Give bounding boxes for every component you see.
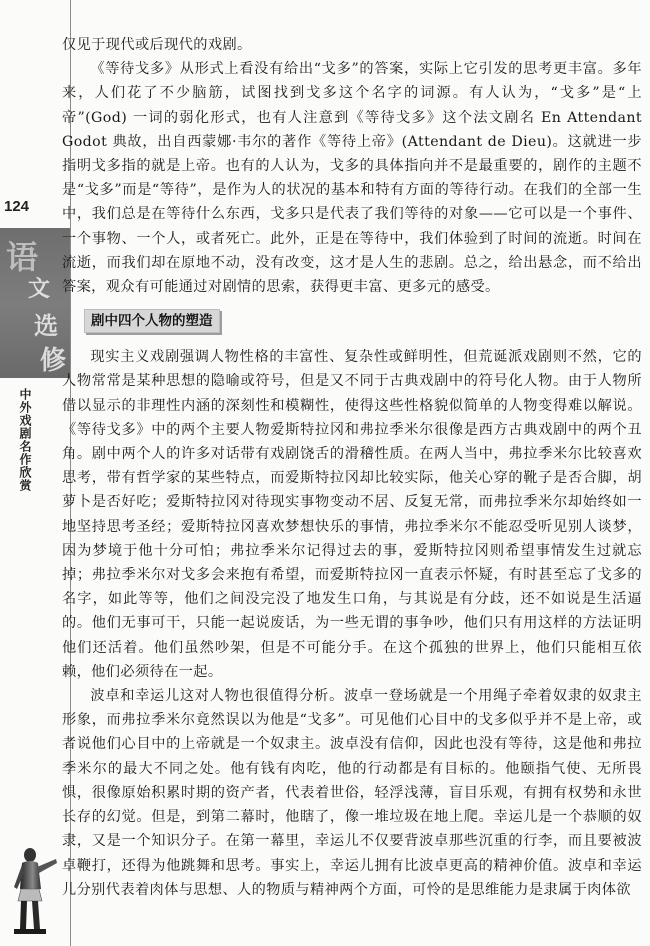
sidebar-char: 语 bbox=[6, 238, 39, 276]
sidebar-char: 修 bbox=[40, 346, 67, 376]
sidebar-book-title: 中外戏剧名作欣赏 bbox=[18, 388, 32, 492]
sidebar-char: 选 bbox=[34, 311, 58, 340]
article-body bbox=[62, 33, 642, 902]
paragraph: 仅见于现代或后现代的戏剧。 bbox=[62, 37, 252, 53]
paragraph: 现实主义戏剧强调人物性格的丰富性、复杂性或鲜明性，但荒诞派戏剧则不然，它的人物常常是某种思想的隐喻或符号，但是又不同于古典戏剧中的符号化人物。由于人物所借以显示的非理性内涵的深刻性和模糊性，使得这些性格貌似简单的人物变得难以解说。《等待戈多》中的两个主要人物爱斯特拉冈和弗拉季米尔很像是西方古典戏剧中的两个丑角。剧中两个人的许多对话带有戏剧饶舌的滑稽性质。在两人当中，弗拉季米尔比较喜欢思考，带有哲学家的某些特点，而爱斯特拉冈却比较实际，他关心穿的靴子是否合脚，胡萝卜是否好吃；爱斯特拉冈对待现实事物变动不居、反复无常，而弗拉季米尔却始终如一地坚持思考圣经；爱斯特拉冈喜欢梦想快乐的事情，弗拉季米尔不能忍受听见别人谈梦，因为梦境于他十分可怕；弗拉季米尔记得过去的事，爱斯特拉冈则希望事情发生过就忘掉；弗拉季米尔对戈多会来抱有希望，而爱斯特拉冈一直表示怀疑，有时甚至忘了戈多的名字，如此等等，他们之间没完没了地发生口角，与其说是有分歧，还不如说是生活逼的。他们无事可干，只能一起说废话，为一些无谓的事争吵，他们只有用这样的方法证明他们还活着。他们虽然吵架，但是不可能分手。在这个孤独的世界上，他们只能相互依赖，他们必须待在一起。 bbox=[62, 349, 642, 680]
section-heading-container bbox=[62, 299, 642, 345]
paragraph: 波卓和幸运儿这对人物也很值得分析。波卓一登场就是一个用绳子牵着奴隶的奴隶主形象，而弗拉季米尔竟然误以为他是“戈多”。可见他们心目中的戈多似乎并不是上帝，或者说他们心目中的上帝就是一个奴隶主。波卓没有信仰，因此也没有等待，这是他和弗拉季米尔的最大不同之处。他有钱有肉吃，他的行动都是有目标的。他颐指气使、无所畏惧，很像原始积累时期的资产者，代表着世俗，轻浮浅薄，盲目乐观，有拥有权势和永世长存的幻觉。但是，到第二幕时，他瞎了，像一堆垃圾在地上爬。幸运儿是一个恭顺的奴隶，又是一个知识分子。在第一幕里，幸运儿不仅要背波卓那些沉重的行李，而且要被波卓鞭打，还得为他跳舞和思考。事实上，幸运儿拥有比波卓更高的精神价值。波卓和幸运儿分别代表着肉体与思想、人的物质与精神两个方面，可怜的是思维能力是隶属于肉体欲 bbox=[62, 688, 642, 898]
paragraph: 《等待戈多》从形式上看没有给出“戈多”的答案，实际上它引发的思考更丰富。多年来，人们花了不少脑筋，试图找到戈多这个名字的词源。有人认为，“戈多”是“上帝”(God) 一词的弱化形式，也有人注意到《等待戈多》这个法文剧名 En Attendant Godot 典故，出自西蒙娜·韦尔的著作《等待上帝》(Attendant de Dieu)。这就进一步指明戈多指的就是上帝。也有的人认为，戈多的具体指向并不是最重要的，剧作的主题不是“戈多”而是“等待”，是作为人的状况的基本和特有方面的等待行动。在我们的全部一生中，我们总是在等待什么东西，戈多只是代表了我们等待的对象——它可以是一个事件、一个事物、一个人，或者死亡。此外，正是在等待中，我们体验到了时间的流逝。时间在流逝，而我们却在原地不动，没有改变，这才是人生的悲剧。总之，给出悬念，而不给出答案，观众有可能通过对剧情的思索，获得更丰富、更多元的感受。 bbox=[62, 61, 642, 296]
sidebar-char: 文 bbox=[28, 276, 51, 302]
sidebar-series-block bbox=[0, 228, 70, 378]
section-heading: 剧中四个人物的塑造 bbox=[84, 309, 220, 333]
statue-figure-icon bbox=[8, 845, 58, 937]
page-number: 124 bbox=[4, 198, 30, 215]
